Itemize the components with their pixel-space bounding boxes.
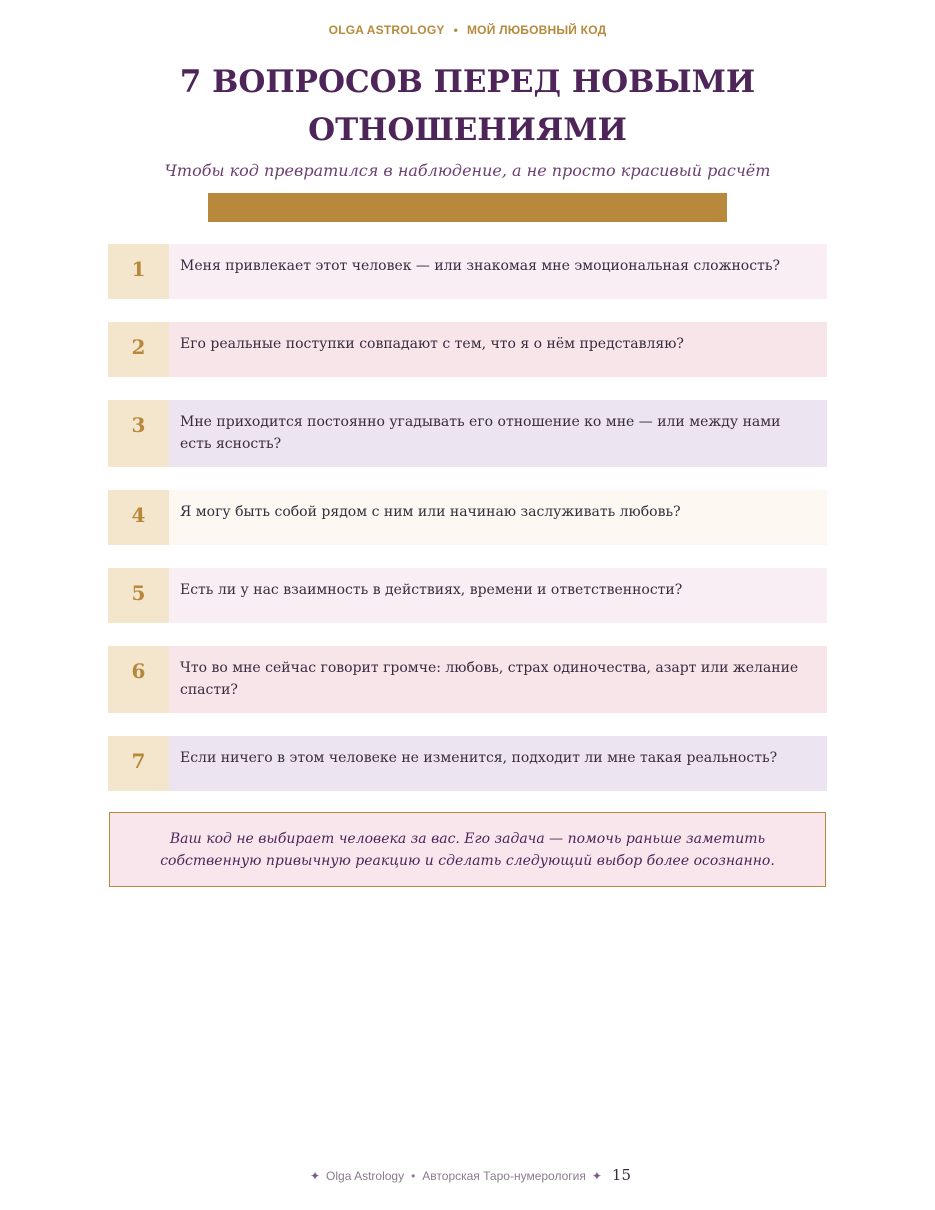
page-title: 7 ВОПРОСОВ ПЕРЕД НОВЫМИ ОТНОШЕНИЯМИ <box>179 64 756 148</box>
question-text: Что во мне сейчас говорит громче: любовь, страх одиночества, азарт или желание спасти? <box>169 646 827 713</box>
star-icon: ✦ <box>591 1169 602 1183</box>
question-number: 2 <box>108 322 169 377</box>
question-card-4 <box>108 490 827 545</box>
question-number: 5 <box>108 568 169 623</box>
question-text: Его реальные поступки совпадают с тем, что я о нём представляю? <box>169 322 827 377</box>
question-text: Я могу быть собой рядом с ним или начинаю заслуживать любовь? <box>169 490 827 545</box>
questions-list <box>108 244 827 814</box>
footer-brand: Olga Astrology <box>326 1169 405 1183</box>
question-number: 4 <box>108 490 169 545</box>
question-card-2 <box>108 322 827 377</box>
question-card-1 <box>108 244 827 299</box>
question-card-3 <box>108 400 827 467</box>
question-text: Есть ли у нас взаимность в действиях, времени и ответственности? <box>169 568 827 623</box>
header-brand: OLGA ASTROLOGY <box>328 23 445 37</box>
question-number: 3 <box>108 400 169 467</box>
page-footer <box>0 1166 935 1184</box>
page-number: 15 <box>611 1166 631 1184</box>
running-header <box>0 23 935 37</box>
question-card-5 <box>108 568 827 623</box>
question-number: 6 <box>108 646 169 713</box>
question-card-7 <box>108 736 827 791</box>
closing-note-box <box>109 812 826 887</box>
footer-separator: • <box>411 1169 416 1183</box>
decorative-gold-bar <box>208 193 727 222</box>
question-text: Мне приходится постоянно угадывать его отношение ко мне — или между нами есть ясность? <box>169 400 827 467</box>
question-text: Меня привлекает этот человек — или знакомая мне эмоциональная сложность? <box>169 244 827 299</box>
header-section: МОЙ ЛЮБОВНЫЙ КОД <box>466 23 607 37</box>
header-separator: • <box>453 23 458 37</box>
star-icon: ✦ <box>309 1169 321 1183</box>
question-number: 1 <box>108 244 169 299</box>
page-subtitle: Чтобы код превратился в наблюдение, а не просто красивый расчёт <box>164 161 771 180</box>
question-text: Если ничего в этом человеке не изменится, подходит ли мне такая реальность? <box>169 736 827 791</box>
question-number: 7 <box>108 736 169 791</box>
closing-note-text: Ваш код не выбирает человека за вас. Его задача — помочь раньше заметить собственную привычную реакцию и сделать следующий выбор более осознанно. <box>160 830 775 869</box>
question-card-6 <box>108 646 827 713</box>
footer-tagline: Авторская Таро-нумерология <box>422 1169 586 1183</box>
